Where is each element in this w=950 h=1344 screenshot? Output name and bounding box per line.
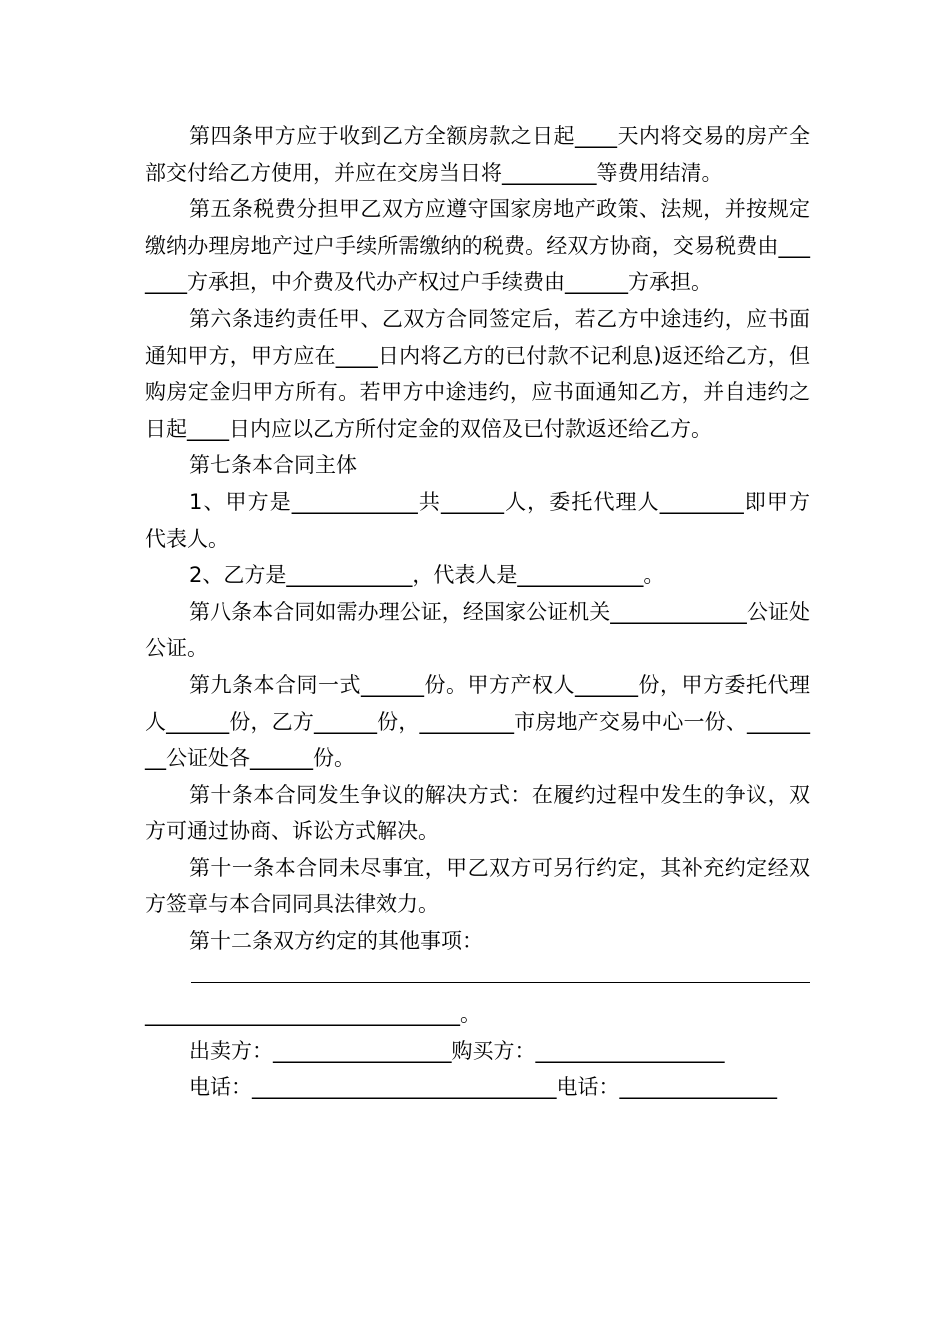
article-5: 第五条税费分担甲乙双方应遵守国家房地产政策、法规，并按规定缴纳办理房地产过户手续所需缴纳的税费。经双方协商，交易税费由_______方承担，中介费及代办产权过户手续费由______方承担。 bbox=[145, 197, 810, 295]
article-11: 第十一条本合同未尽事宜，甲乙双方可另行约定，其补充约定经双方签章与本合同同具法律效力。 bbox=[145, 855, 810, 917]
buyer-blank: __________________ bbox=[535, 1038, 725, 1063]
article-6: 第六条违约责任甲、乙双方合同签定后，若乙方中途违约，应书面通知甲方，甲方应在____日内将乙方的已付款不记利息)返还给乙方，但购房定金归甲方所有。若甲方中途违约，应书面通知乙方，并自违约之日起____日内应以乙方所付定金的双倍及已付款返还给乙方。 bbox=[145, 306, 810, 441]
signature-seller-buyer-row bbox=[145, 1033, 810, 1070]
article-7-party-b: 2、乙方是____________，代表人是____________。 bbox=[189, 563, 665, 588]
seller-label: 出卖方： bbox=[189, 1038, 273, 1063]
phone1-label: 电话： bbox=[189, 1075, 252, 1100]
article-4: 第四条甲方应于收到乙方全额房款之日起____天内将交易的房产全部交付给乙方使用，并应在交房当日将_________等费用结清。 bbox=[145, 124, 810, 185]
phone2-label: 电话： bbox=[556, 1075, 620, 1100]
other-matters-end: ______________________________。 bbox=[145, 1002, 481, 1027]
article-10: 第十条本合同发生争议的解决方式：在履约过程中发生的争议，双方可通过协商、诉讼方式解决。 bbox=[145, 782, 810, 844]
article-12: 第十二条双方约定的其他事项： bbox=[189, 929, 483, 954]
article-7-party-a: 1、甲方是____________共______人，委托代理人________即甲方代表人。 bbox=[145, 489, 810, 551]
article-9: 第九条本合同一式______份。甲方产权人______份，甲方委托代理人______份，乙方______份，_________市房地产交易中心一份、________公证处各______份。 bbox=[145, 672, 810, 771]
contract-page bbox=[145, 118, 810, 1106]
phone2-blank: _______________ bbox=[619, 1075, 777, 1100]
article-7-title: 第七条本合同主体 bbox=[189, 453, 357, 478]
seller-blank: _________________ bbox=[273, 1038, 452, 1063]
signature-phone-row bbox=[145, 1069, 810, 1106]
article-8: 第八条本合同如需办理公证，经国家公证机关_____________公证处公证。 bbox=[145, 599, 810, 661]
buyer-label: 购买方： bbox=[451, 1038, 536, 1063]
phone1-blank: _____________________________ bbox=[252, 1075, 557, 1100]
other-matters-blank-line bbox=[145, 960, 810, 997]
